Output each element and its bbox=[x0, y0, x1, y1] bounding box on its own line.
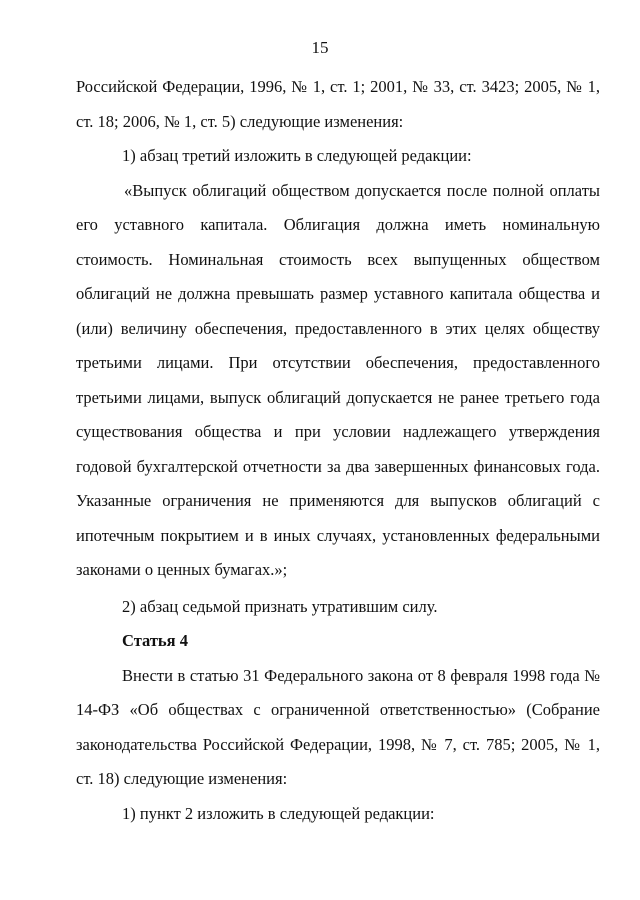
paragraph-item-2: 2) абзац седьмой признать утратившим силу. bbox=[122, 596, 438, 616]
paragraph-continuation: Российской Федерации, 1996, № 1, ст. 1; 2001, № 33, ст. 3423; 2005, № 1, ст. 18; 2006, № 1, ст. 5) следующие изменения: bbox=[76, 77, 600, 131]
article-heading: Статья 4 bbox=[122, 631, 188, 650]
paragraph-item-3: 1) пункт 2 изложить в следующей редакции: bbox=[122, 803, 435, 823]
paragraph-article-text: Внести в статью 31 Федерального закона от 8 февраля 1998 года № 14-ФЗ «Об обществах с ограниченной ответственностью» (Собрание законодательства Российской Федерации, 1998, № 7, ст. 785; 2005, № 1, ст. 18) следующие изменения: bbox=[76, 665, 600, 788]
paragraph-quoted-text: «Выпуск облигаций обществом допускается после полной оплаты его уставного капитала. Облигация должна иметь номинальную стоимость. Номинальная стоимость всех выпущенных обществом облигаций не должна превышать размер уставного капитала общества и (или) величину обеспечения, предоставленного в этих целях обществу третьими лицами. При отсутствии обеспечения, предоставленного третьими лицами, выпуск облигаций допускается не ранее третьего года существования общества и при условии надлежащего утверждения годовой бухгалтерской отчетности за два завершенных финансовых года. Указанные ограничения не применяются для выпусков облигаций с ипотечным покрытием и в иных случаях, установленных федеральными законами о ценных бумагах.»; bbox=[76, 180, 600, 579]
page-number: 15 bbox=[311, 38, 329, 57]
document-body bbox=[76, 70, 600, 831]
paragraph-item-1: 1) абзац третий изложить в следующей редакции: bbox=[122, 146, 472, 165]
